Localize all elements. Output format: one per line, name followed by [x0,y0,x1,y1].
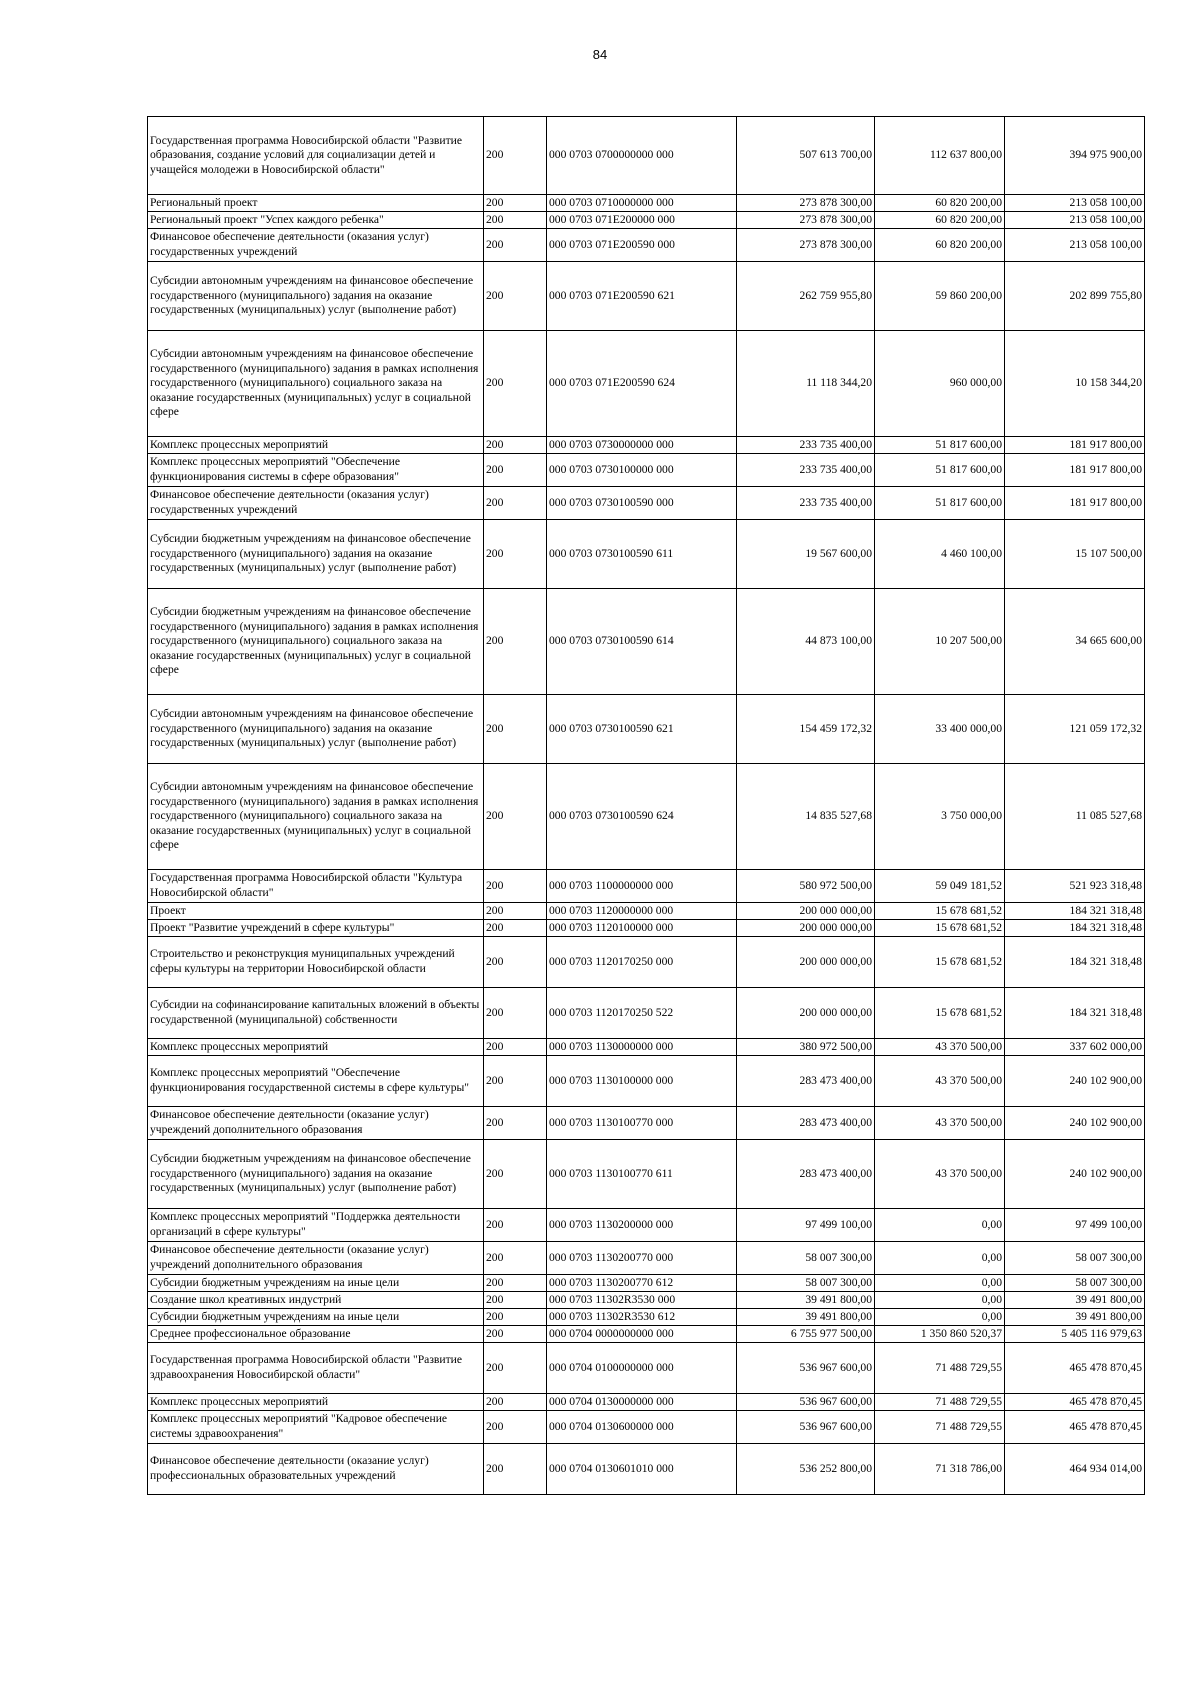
row-name: Создание школ креативных индустрий [148,1292,484,1309]
row-amount-executed: 59 049 181,52 [875,870,1005,903]
row-admin-code: 200 [484,117,547,195]
row-amount-remaining: 184 321 318,48 [1005,920,1145,937]
row-budget-code: 000 0703 1120100000 000 [547,920,737,937]
row-admin-code: 200 [484,695,547,764]
row-amount-approved: 273 878 300,00 [737,212,875,229]
row-admin-code: 200 [484,437,547,454]
row-amount-remaining: 213 058 100,00 [1005,195,1145,212]
row-budget-code: 000 0703 0700000000 000 [547,117,737,195]
row-amount-remaining: 240 102 900,00 [1005,1140,1145,1209]
row-amount-approved: 58 007 300,00 [737,1275,875,1292]
row-name: Финансовое обеспечение деятельности (оказания услуг) государственных учреждений [148,229,484,262]
row-amount-remaining: 202 899 755,80 [1005,262,1145,331]
table-row [148,454,1145,487]
row-amount-remaining: 184 321 318,48 [1005,937,1145,988]
row-admin-code: 200 [484,870,547,903]
row-amount-remaining: 181 917 800,00 [1005,454,1145,487]
row-admin-code: 200 [484,195,547,212]
row-amount-executed: 60 820 200,00 [875,195,1005,212]
table-row [148,1292,1145,1309]
page-number: 84 [592,47,608,62]
row-amount-executed: 3 750 000,00 [875,764,1005,870]
table-row [148,920,1145,937]
row-name: Комплекс процессных мероприятий "Кадровое обеспечение системы здравоохранения" [148,1411,484,1444]
row-budget-code: 000 0704 0100000000 000 [547,1343,737,1394]
row-amount-remaining: 97 499 100,00 [1005,1209,1145,1242]
row-name: Комплекс процессных мероприятий [148,1394,484,1411]
row-name: Субсидии бюджетным учреждениям на иные цели [148,1309,484,1326]
table-row [148,764,1145,870]
row-amount-approved: 58 007 300,00 [737,1242,875,1275]
row-amount-remaining: 521 923 318,48 [1005,870,1145,903]
row-amount-remaining: 181 917 800,00 [1005,437,1145,454]
row-name: Комплекс процессных мероприятий "Обеспечение функционирования государственной системы в сфере культуры" [148,1056,484,1107]
table-row [148,1209,1145,1242]
table-row [148,1444,1145,1495]
row-amount-executed: 15 678 681,52 [875,903,1005,920]
row-name: Финансовое обеспечение деятельности (оказание услуг) учреждений дополнительного образования [148,1242,484,1275]
row-amount-executed: 960 000,00 [875,331,1005,437]
row-budget-code: 000 0703 0730100590 000 [547,487,737,520]
row-name: Комплекс процессных мероприятий [148,1039,484,1056]
row-name: Субсидии бюджетным учреждениям на финансовое обеспечение государственного (муниципального) задания на оказание государственных (муниципальных) услуг (выполнение работ) [148,520,484,589]
row-amount-remaining: 213 058 100,00 [1005,229,1145,262]
row-amount-remaining: 465 478 870,45 [1005,1394,1145,1411]
row-amount-remaining: 181 917 800,00 [1005,487,1145,520]
row-amount-remaining: 394 975 900,00 [1005,117,1145,195]
row-amount-approved: 233 735 400,00 [737,454,875,487]
table-row [148,487,1145,520]
row-amount-remaining: 15 107 500,00 [1005,520,1145,589]
row-amount-remaining: 39 491 800,00 [1005,1292,1145,1309]
row-budget-code: 000 0703 1130100000 000 [547,1056,737,1107]
row-amount-approved: 273 878 300,00 [737,195,875,212]
row-amount-remaining: 58 007 300,00 [1005,1275,1145,1292]
table-row [148,589,1145,695]
table-row [148,1326,1145,1343]
row-admin-code: 200 [484,229,547,262]
table-row [148,988,1145,1039]
row-amount-approved: 580 972 500,00 [737,870,875,903]
row-amount-remaining: 464 934 014,00 [1005,1444,1145,1495]
row-name: Региональный проект [148,195,484,212]
table-row [148,1411,1145,1444]
table-row [148,212,1145,229]
row-amount-executed: 0,00 [875,1275,1005,1292]
table-row [148,262,1145,331]
row-admin-code: 200 [484,1275,547,1292]
row-budget-code: 000 0703 0730000000 000 [547,437,737,454]
row-amount-executed: 1 350 860 520,37 [875,1326,1005,1343]
row-amount-approved: 233 735 400,00 [737,487,875,520]
table-row [148,903,1145,920]
row-name: Субсидии автономным учреждениям на финансовое обеспечение государственного (муниципального) задания на оказание государственных (муниципальных) услуг (выполнение работ) [148,695,484,764]
row-admin-code: 200 [484,1292,547,1309]
row-amount-approved: 273 878 300,00 [737,229,875,262]
row-name: Среднее профессиональное образование [148,1326,484,1343]
row-amount-approved: 283 473 400,00 [737,1107,875,1140]
row-amount-executed: 71 488 729,55 [875,1343,1005,1394]
row-budget-code: 000 0704 0000000000 000 [547,1326,737,1343]
row-amount-remaining: 465 478 870,45 [1005,1343,1145,1394]
row-amount-executed: 71 488 729,55 [875,1394,1005,1411]
row-amount-remaining: 213 058 100,00 [1005,212,1145,229]
row-name: Комплекс процессных мероприятий "Поддержка деятельности организаций в сфере культуры" [148,1209,484,1242]
row-amount-approved: 283 473 400,00 [737,1140,875,1209]
row-budget-code: 000 0704 0130601010 000 [547,1444,737,1495]
row-amount-executed: 33 400 000,00 [875,695,1005,764]
row-name: Субсидии бюджетным учреждениям на финансовое обеспечение государственного (муниципального) задания на оказание государственных (муниципальных) услуг (выполнение работ) [148,1140,484,1209]
row-name: Комплекс процессных мероприятий [148,437,484,454]
row-amount-executed: 15 678 681,52 [875,937,1005,988]
row-amount-executed: 10 207 500,00 [875,589,1005,695]
row-amount-approved: 536 967 600,00 [737,1394,875,1411]
table-row [148,520,1145,589]
row-budget-code: 000 0704 0130000000 000 [547,1394,737,1411]
row-admin-code: 200 [484,1242,547,1275]
table-row [148,1056,1145,1107]
row-admin-code: 200 [484,589,547,695]
row-admin-code: 200 [484,262,547,331]
row-amount-executed: 0,00 [875,1209,1005,1242]
row-budget-code: 000 0703 1130100770 611 [547,1140,737,1209]
row-amount-executed: 15 678 681,52 [875,920,1005,937]
table-row [148,1140,1145,1209]
row-amount-approved: 19 567 600,00 [737,520,875,589]
row-budget-code: 000 0703 071E200590 000 [547,229,737,262]
row-name: Субсидии автономным учреждениям на финансовое обеспечение государственного (муниципального) задания на оказание государственных (муниципальных) услуг (выполнение работ) [148,262,484,331]
table-row [148,1242,1145,1275]
row-amount-remaining: 465 478 870,45 [1005,1411,1145,1444]
row-budget-code: 000 0703 1130200770 612 [547,1275,737,1292]
row-admin-code: 200 [484,1394,547,1411]
row-amount-executed: 43 370 500,00 [875,1039,1005,1056]
row-amount-approved: 97 499 100,00 [737,1209,875,1242]
table-row [148,1107,1145,1140]
row-admin-code: 200 [484,937,547,988]
row-amount-executed: 51 817 600,00 [875,437,1005,454]
row-amount-remaining: 184 321 318,48 [1005,988,1145,1039]
row-name: Проект [148,903,484,920]
row-admin-code: 200 [484,487,547,520]
row-amount-approved: 536 967 600,00 [737,1411,875,1444]
row-amount-executed: 60 820 200,00 [875,229,1005,262]
row-budget-code: 000 0704 0130600000 000 [547,1411,737,1444]
row-budget-code: 000 0703 1130000000 000 [547,1039,737,1056]
row-budget-code: 000 0703 1120000000 000 [547,903,737,920]
row-budget-code: 000 0703 0730100590 614 [547,589,737,695]
row-admin-code: 200 [484,1056,547,1107]
row-amount-executed: 51 817 600,00 [875,454,1005,487]
row-amount-executed: 0,00 [875,1292,1005,1309]
row-amount-remaining: 39 491 800,00 [1005,1309,1145,1326]
row-amount-remaining: 240 102 900,00 [1005,1056,1145,1107]
row-amount-approved: 536 967 600,00 [737,1343,875,1394]
row-amount-remaining: 10 158 344,20 [1005,331,1145,437]
row-budget-code: 000 0703 0730100590 624 [547,764,737,870]
row-amount-executed: 43 370 500,00 [875,1140,1005,1209]
row-amount-executed: 112 637 800,00 [875,117,1005,195]
row-name: Финансовое обеспечение деятельности (оказание услуг) профессиональных образовательных учреждений [148,1444,484,1495]
row-budget-code: 000 0703 071E200000 000 [547,212,737,229]
row-amount-remaining: 121 059 172,32 [1005,695,1145,764]
row-budget-code: 000 0703 0730100590 621 [547,695,737,764]
row-name: Государственная программа Новосибирской области "Развитие образования, создание условий для социализации детей и учащейся молодежи в Новосибирской области" [148,117,484,195]
table-row [148,1343,1145,1394]
row-admin-code: 200 [484,520,547,589]
row-budget-code: 000 0703 1130200000 000 [547,1209,737,1242]
row-admin-code: 200 [484,1107,547,1140]
row-amount-approved: 154 459 172,32 [737,695,875,764]
row-amount-approved: 6 755 977 500,00 [737,1326,875,1343]
row-name: Региональный проект "Успех каждого ребенка" [148,212,484,229]
row-budget-code: 000 0703 1120170250 000 [547,937,737,988]
row-admin-code: 200 [484,1444,547,1495]
row-amount-approved: 11 118 344,20 [737,331,875,437]
budget-table-body [148,117,1145,1495]
row-amount-executed: 0,00 [875,1242,1005,1275]
row-amount-remaining: 184 321 318,48 [1005,903,1145,920]
table-row [148,937,1145,988]
row-budget-code: 000 0703 1120170250 522 [547,988,737,1039]
row-amount-remaining: 34 665 600,00 [1005,589,1145,695]
row-amount-approved: 262 759 955,80 [737,262,875,331]
row-admin-code: 200 [484,212,547,229]
row-amount-executed: 71 318 786,00 [875,1444,1005,1495]
row-amount-approved: 380 972 500,00 [737,1039,875,1056]
row-amount-executed: 71 488 729,55 [875,1411,1005,1444]
row-name: Субсидии бюджетным учреждениям на иные цели [148,1275,484,1292]
row-amount-executed: 43 370 500,00 [875,1056,1005,1107]
row-amount-executed: 60 820 200,00 [875,212,1005,229]
row-name: Государственная программа Новосибирской области "Развитие здравоохранения Новосибирской области" [148,1343,484,1394]
row-admin-code: 200 [484,1039,547,1056]
row-amount-approved: 200 000 000,00 [737,920,875,937]
row-admin-code: 200 [484,764,547,870]
row-amount-approved: 507 613 700,00 [737,117,875,195]
row-name: Строительство и реконструкция муниципальных учреждений сферы культуры на территории Новосибирской области [148,937,484,988]
row-amount-approved: 233 735 400,00 [737,437,875,454]
row-name: Субсидии автономным учреждениям на финансовое обеспечение государственного (муниципального) задания в рамках исполнения государственного (муниципального) социального заказа на оказание государственных (муниципальных) услуг в социальной сфере [148,331,484,437]
table-row [148,695,1145,764]
row-budget-code: 000 0703 0730100000 000 [547,454,737,487]
row-name: Субсидии на софинансирование капитальных вложений в объекты государственной (муниципальной) собственности [148,988,484,1039]
row-budget-code: 000 0703 11302R3530 000 [547,1292,737,1309]
row-admin-code: 200 [484,1326,547,1343]
table-row [148,117,1145,195]
row-amount-remaining: 240 102 900,00 [1005,1107,1145,1140]
row-amount-executed: 0,00 [875,1309,1005,1326]
row-amount-executed: 51 817 600,00 [875,487,1005,520]
row-name: Финансовое обеспечение деятельности (оказания услуг) государственных учреждений [148,487,484,520]
row-budget-code: 000 0703 1100000000 000 [547,870,737,903]
row-amount-approved: 283 473 400,00 [737,1056,875,1107]
table-row [148,331,1145,437]
row-amount-remaining: 11 085 527,68 [1005,764,1145,870]
row-admin-code: 200 [484,903,547,920]
row-amount-approved: 536 252 800,00 [737,1444,875,1495]
table-row [148,195,1145,212]
row-admin-code: 200 [484,331,547,437]
table-row [148,1039,1145,1056]
row-budget-code: 000 0703 0710000000 000 [547,195,737,212]
row-budget-code: 000 0703 1130100770 000 [547,1107,737,1140]
table-row [148,1309,1145,1326]
row-name: Государственная программа Новосибирской области "Культура Новосибирской области" [148,870,484,903]
row-admin-code: 200 [484,1343,547,1394]
row-amount-approved: 200 000 000,00 [737,937,875,988]
table-row [148,1394,1145,1411]
row-amount-approved: 200 000 000,00 [737,988,875,1039]
row-amount-approved: 200 000 000,00 [737,903,875,920]
row-name: Проект "Развитие учреждений в сфере культуры" [148,920,484,937]
row-amount-remaining: 5 405 116 979,63 [1005,1326,1145,1343]
row-budget-code: 000 0703 1130200770 000 [547,1242,737,1275]
row-budget-code: 000 0703 0730100590 611 [547,520,737,589]
row-budget-code: 000 0703 071E200590 621 [547,262,737,331]
row-admin-code: 200 [484,454,547,487]
row-amount-approved: 39 491 800,00 [737,1292,875,1309]
table-row [148,229,1145,262]
row-budget-code: 000 0703 11302R3530 612 [547,1309,737,1326]
row-admin-code: 200 [484,1140,547,1209]
row-name: Субсидии бюджетным учреждениям на финансовое обеспечение государственного (муниципального) задания в рамках исполнения государственного (муниципального) социального заказа на оказание государственных (муниципальных) услуг в социальной сфере [148,589,484,695]
row-admin-code: 200 [484,920,547,937]
row-admin-code: 200 [484,1209,547,1242]
table-row [148,437,1145,454]
row-amount-approved: 44 873 100,00 [737,589,875,695]
row-name: Финансовое обеспечение деятельности (оказание услуг) учреждений дополнительного образования [148,1107,484,1140]
row-admin-code: 200 [484,1309,547,1326]
row-amount-executed: 43 370 500,00 [875,1107,1005,1140]
row-name: Субсидии автономным учреждениям на финансовое обеспечение государственного (муниципального) задания в рамках исполнения государственного (муниципального) социального заказа на оказание государственных (муниципальных) услуг в социальной сфере [148,764,484,870]
row-amount-remaining: 337 602 000,00 [1005,1039,1145,1056]
budget-table [147,116,1145,1495]
row-budget-code: 000 0703 071E200590 624 [547,331,737,437]
table-row [148,1275,1145,1292]
row-amount-approved: 14 835 527,68 [737,764,875,870]
row-admin-code: 200 [484,988,547,1039]
table-row [148,870,1145,903]
row-amount-approved: 39 491 800,00 [737,1309,875,1326]
row-admin-code: 200 [484,1411,547,1444]
row-amount-executed: 4 460 100,00 [875,520,1005,589]
row-amount-executed: 59 860 200,00 [875,262,1005,331]
row-amount-remaining: 58 007 300,00 [1005,1242,1145,1275]
row-name: Комплекс процессных мероприятий "Обеспечение функционирования системы в сфере образования" [148,454,484,487]
row-amount-executed: 15 678 681,52 [875,988,1005,1039]
